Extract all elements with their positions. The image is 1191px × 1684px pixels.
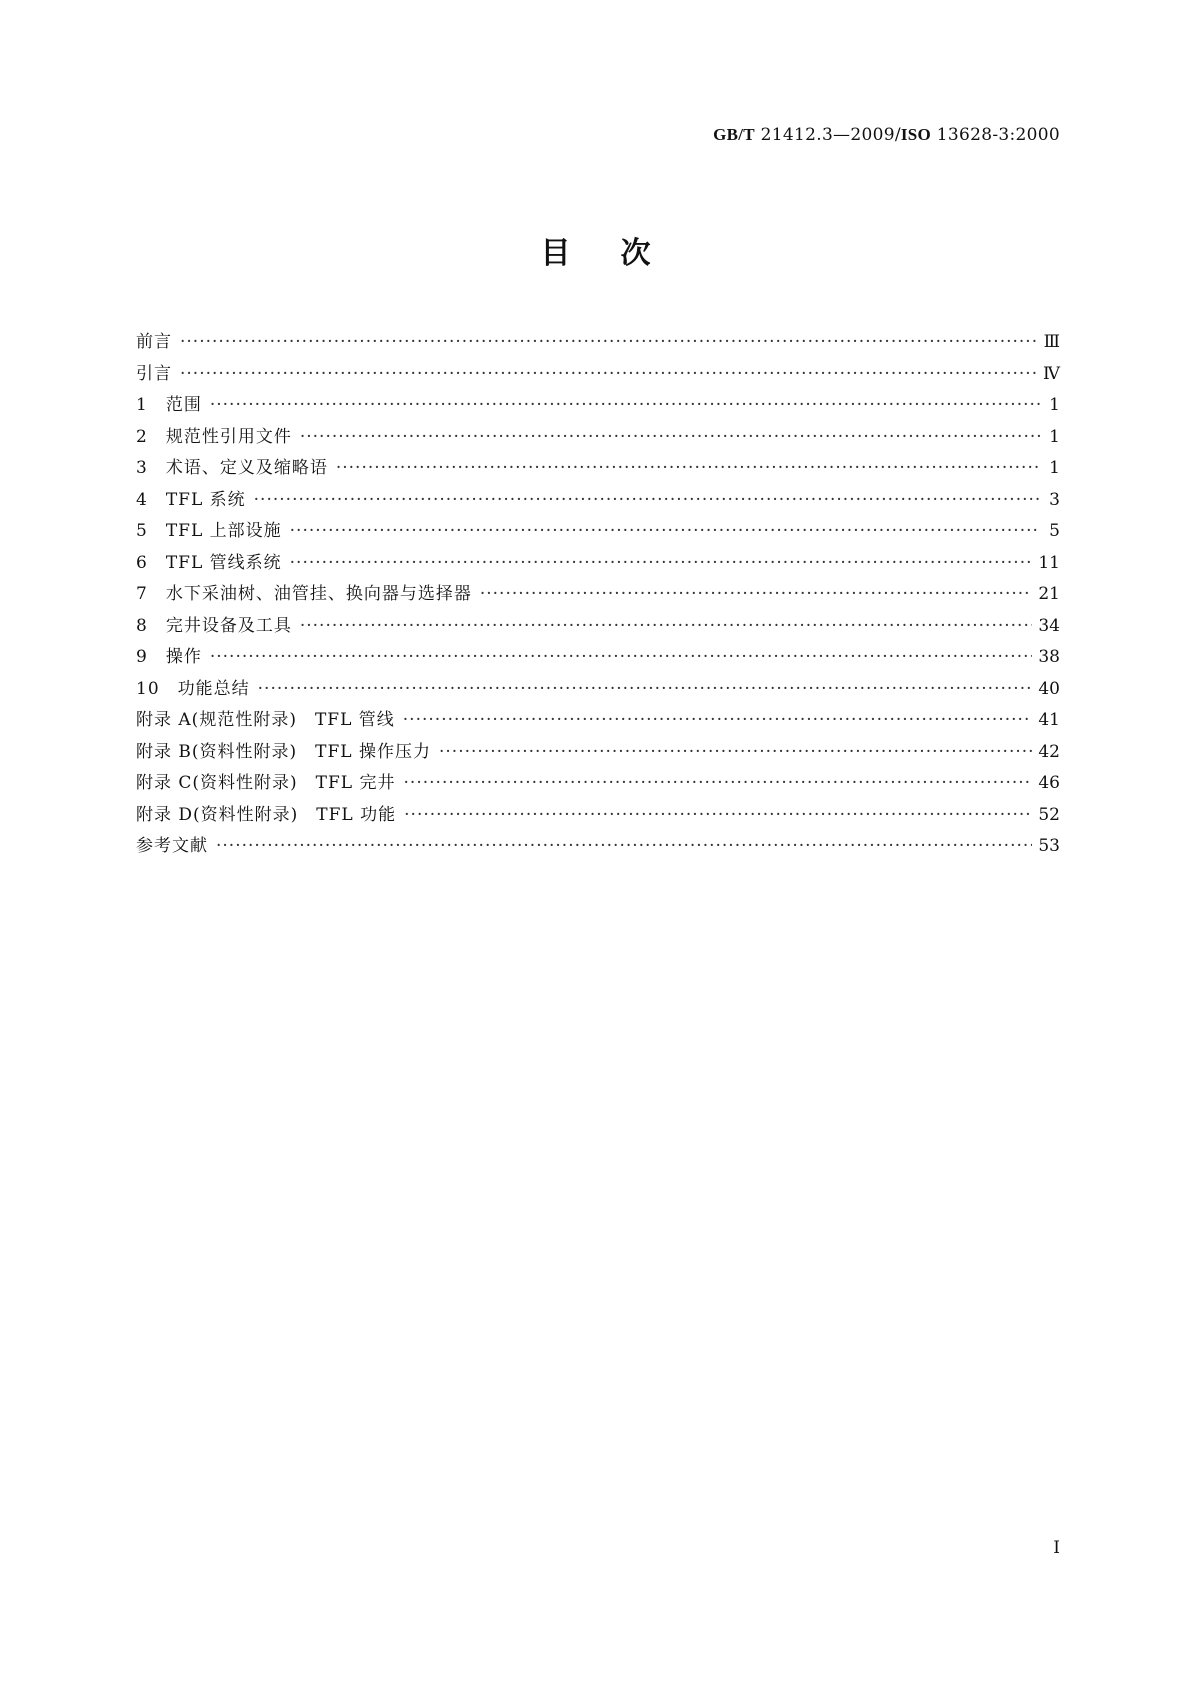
toc-entry-label: 7 水下采油树、油管挂、换向器与选择器 bbox=[136, 584, 472, 604]
toc-entry-label: 10 功能总结 bbox=[136, 678, 250, 699]
toc-dot-leader bbox=[290, 521, 1040, 541]
toc-dot-leader bbox=[404, 773, 1033, 793]
toc-entry-label: 6 TFL 管线系统 bbox=[136, 552, 282, 573]
standard-code: 21412.3—2009/ bbox=[754, 125, 901, 145]
toc-dot-leader bbox=[290, 553, 1033, 573]
toc-dot-leader bbox=[254, 490, 1040, 510]
toc-dot-leader bbox=[403, 710, 1033, 730]
toc-entry-page: 5 bbox=[1049, 521, 1060, 541]
toc-entry-page: 3 bbox=[1049, 489, 1060, 510]
toc-entry-annex-d[interactable] bbox=[136, 800, 1060, 832]
toc-entry-page: 1 bbox=[1049, 426, 1060, 447]
toc-entry-label: 4 TFL 系统 bbox=[136, 489, 246, 510]
toc-dot-leader bbox=[404, 805, 1032, 825]
toc-entry-page: 42 bbox=[1038, 741, 1060, 762]
toc-dot-leader bbox=[480, 584, 1033, 604]
standard-number bbox=[713, 125, 1060, 145]
toc-entry-terms-definitions[interactable] bbox=[136, 453, 1060, 485]
toc-entry-introduction[interactable] bbox=[136, 359, 1060, 391]
toc-entry-page: 53 bbox=[1038, 836, 1060, 856]
standard-prefix: GB/T bbox=[713, 125, 755, 144]
toc-dot-leader bbox=[210, 395, 1040, 415]
toc-dot-leader bbox=[439, 742, 1032, 762]
toc-entry-annex-a[interactable] bbox=[136, 705, 1060, 737]
toc-entry-normative-references[interactable] bbox=[136, 422, 1060, 454]
toc-entry-page: 11 bbox=[1038, 552, 1060, 573]
toc-entry-page: 52 bbox=[1038, 804, 1060, 825]
toc-entry-page: 34 bbox=[1038, 615, 1060, 636]
toc-entry-annex-c[interactable] bbox=[136, 768, 1060, 800]
toc-entry-label: 参考文献 bbox=[136, 836, 208, 856]
toc-entry-page: 1 bbox=[1049, 395, 1060, 415]
toc-dot-leader bbox=[180, 364, 1037, 384]
toc-entry-label: 附录 A(规范性附录) TFL 管线 bbox=[136, 710, 395, 730]
toc-entry-foreword[interactable] bbox=[136, 327, 1060, 359]
toc-entry-label: 2 规范性引用文件 bbox=[136, 426, 292, 447]
toc-entry-label: 前言 bbox=[136, 332, 172, 352]
toc-entry-page: 38 bbox=[1038, 647, 1060, 667]
page-title: 目次 bbox=[540, 236, 701, 271]
toc-entry-page: Ⅳ bbox=[1043, 363, 1060, 384]
table-of-contents bbox=[136, 327, 1060, 863]
toc-entry-page: 40 bbox=[1038, 678, 1060, 699]
toc-entry-label: 9 操作 bbox=[136, 647, 202, 667]
toc-entry-label: 附录 D(资料性附录) TFL 功能 bbox=[136, 804, 397, 825]
toc-entry-label: 引言 bbox=[136, 363, 172, 384]
toc-entry-tfl-flowline-system[interactable] bbox=[136, 548, 1060, 580]
toc-entry-page: Ⅲ bbox=[1043, 332, 1060, 352]
toc-entry-annex-b[interactable] bbox=[136, 737, 1060, 769]
toc-dot-leader bbox=[210, 647, 1033, 667]
toc-entry-subsea-trees[interactable] bbox=[136, 579, 1060, 611]
toc-dot-leader bbox=[216, 836, 1032, 856]
iso-code: 13628-3:2000 bbox=[931, 125, 1060, 145]
toc-dot-leader bbox=[300, 427, 1040, 447]
toc-entry-scope[interactable] bbox=[136, 390, 1060, 422]
toc-entry-label: 附录 C(资料性附录) TFL 完井 bbox=[136, 773, 396, 793]
toc-entry-operations[interactable] bbox=[136, 642, 1060, 674]
toc-dot-leader bbox=[180, 332, 1038, 352]
toc-entry-completion-equipment[interactable] bbox=[136, 611, 1060, 643]
toc-entry-label: 1 范围 bbox=[136, 395, 202, 415]
toc-entry-tfl-surface-facilities[interactable] bbox=[136, 516, 1060, 548]
toc-dot-leader bbox=[300, 616, 1033, 636]
toc-entry-label: 附录 B(资料性附录) TFL 操作压力 bbox=[136, 741, 431, 762]
toc-entry-page: 41 bbox=[1038, 710, 1060, 730]
toc-entry-page: 21 bbox=[1038, 584, 1060, 604]
toc-entry-page: 46 bbox=[1038, 773, 1060, 793]
toc-dot-leader bbox=[336, 458, 1040, 478]
iso-prefix: ISO bbox=[900, 125, 932, 144]
toc-entry-bibliography[interactable] bbox=[136, 831, 1060, 863]
page-number: Ⅰ bbox=[1053, 1538, 1060, 1558]
toc-entry-label: 5 TFL 上部设施 bbox=[136, 521, 282, 541]
toc-entry-label: 8 完井设备及工具 bbox=[136, 615, 292, 636]
toc-entry-tfl-system[interactable] bbox=[136, 485, 1060, 517]
toc-dot-leader bbox=[258, 679, 1033, 699]
toc-entry-page: 1 bbox=[1049, 458, 1060, 478]
toc-entry-label: 3 术语、定义及缩略语 bbox=[136, 458, 328, 478]
toc-entry-function-summary[interactable] bbox=[136, 674, 1060, 706]
